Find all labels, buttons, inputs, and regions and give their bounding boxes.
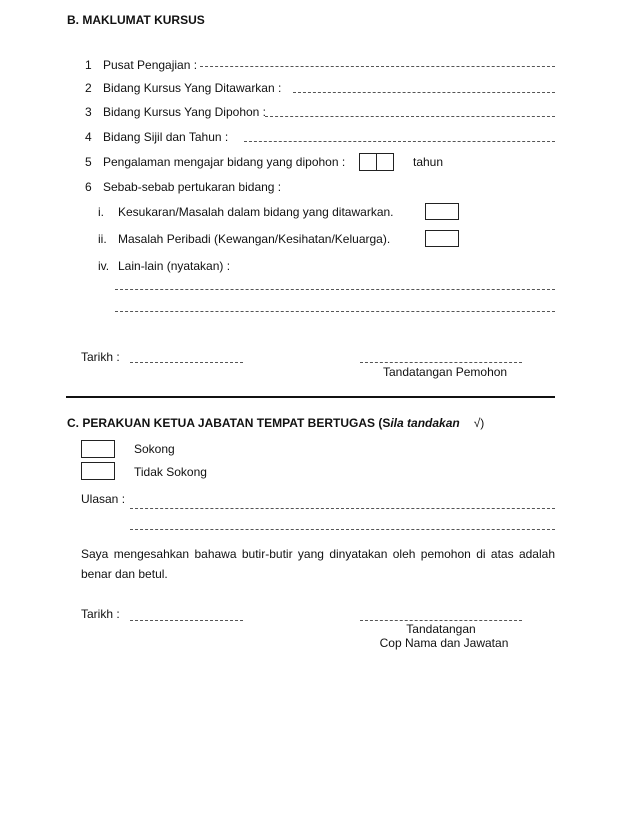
years-digit-box-2[interactable] xyxy=(376,153,394,171)
section-divider xyxy=(66,396,555,398)
section-c-heading-italic: ila tandakan xyxy=(390,416,460,430)
reason-kesukaran-checkbox[interactable] xyxy=(425,203,459,220)
item-number: 3 xyxy=(85,105,92,119)
item-sebab-pertukaran xyxy=(85,180,281,194)
reason-peribadi xyxy=(98,232,390,246)
item-label: Bidang Kursus Yang Dipohon : xyxy=(103,105,267,119)
item-label: Pusat Pengajian : xyxy=(103,58,198,72)
tidak-sokong-checkbox[interactable] xyxy=(81,462,115,480)
sokong-checkbox[interactable] xyxy=(81,440,115,458)
tick-mark-icon: √) xyxy=(473,416,485,430)
reason-label: Kesukaran/Masalah dalam bidang yang ditawarkan. xyxy=(118,205,394,219)
head-signature-label: Tandatangan xyxy=(406,622,476,636)
item-label: Bidang Kursus Yang Ditawarkan : xyxy=(103,81,282,95)
reason-label: Masalah Peribadi (Kewangan/Kesihatan/Keluarga). xyxy=(118,232,391,246)
item-number: 4 xyxy=(85,130,92,144)
lain-lain-field-line-1[interactable] xyxy=(115,289,555,290)
reason-kesukaran xyxy=(98,205,394,219)
bidang-ditawarkan-field[interactable] xyxy=(293,92,555,93)
reason-lain-lain xyxy=(98,259,230,273)
head-stamp-label: Cop Nama dan Jawatan xyxy=(379,636,509,650)
reason-number: ii. xyxy=(98,232,107,246)
remarks-field-line-2[interactable] xyxy=(130,529,555,530)
item-label: Bidang Sijil dan Tahun : xyxy=(103,130,229,144)
item-bidang-dipohon xyxy=(85,105,266,119)
head-date-label: Tarikh : xyxy=(81,607,120,621)
head-signature-line[interactable] xyxy=(360,620,522,621)
remarks-field-line-1[interactable] xyxy=(130,508,555,509)
item-pengalaman xyxy=(85,155,345,169)
item-number: 2 xyxy=(85,81,92,95)
applicant-date-label: Tarikh : xyxy=(81,350,120,364)
head-date-field[interactable] xyxy=(130,620,243,621)
item-pusat-pengajian xyxy=(85,58,197,72)
reason-number: i. xyxy=(98,205,104,219)
item-label: Sebab-sebab pertukaran bidang : xyxy=(103,180,282,194)
lain-lain-field-line-2[interactable] xyxy=(115,311,555,312)
item-number: 1 xyxy=(85,58,92,72)
bidang-sijil-field[interactable] xyxy=(244,141,555,142)
applicant-signature-label: Tandatangan Pemohon xyxy=(383,365,508,379)
item-bidang-sijil xyxy=(85,130,228,144)
section-c-heading xyxy=(67,416,484,430)
bidang-dipohon-field[interactable] xyxy=(265,116,555,117)
item-number: 6 xyxy=(85,180,92,194)
applicant-date-field[interactable] xyxy=(130,362,243,363)
reason-peribadi-checkbox[interactable] xyxy=(425,230,459,247)
remarks-label: Ulasan : xyxy=(81,492,126,506)
pusat-pengajian-field[interactable] xyxy=(200,66,555,67)
tidak-sokong-label: Tidak Sokong xyxy=(134,465,207,479)
years-unit: tahun xyxy=(413,155,444,169)
reason-label: Lain-lain (nyatakan) : xyxy=(118,259,231,273)
sokong-label: Sokong xyxy=(134,442,175,456)
item-bidang-ditawarkan xyxy=(85,81,281,95)
section-b-heading: B. MAKLUMAT KURSUS xyxy=(67,13,205,27)
declaration-text: Saya mengesahkan bahawa butir-butir yang dinyatakan oleh pemohon di atas adalah benar dan betul. xyxy=(81,547,555,581)
applicant-signature-line[interactable] xyxy=(360,362,522,363)
item-number: 5 xyxy=(85,155,92,169)
section-c-heading-main: C. PERAKUAN KETUA JABATAN TEMPAT BERTUGAS (S xyxy=(67,416,391,430)
item-label: Pengalaman mengajar bidang yang dipohon : xyxy=(103,155,346,169)
reason-number: iv. xyxy=(98,259,110,273)
years-digit-box-1[interactable] xyxy=(359,153,377,171)
